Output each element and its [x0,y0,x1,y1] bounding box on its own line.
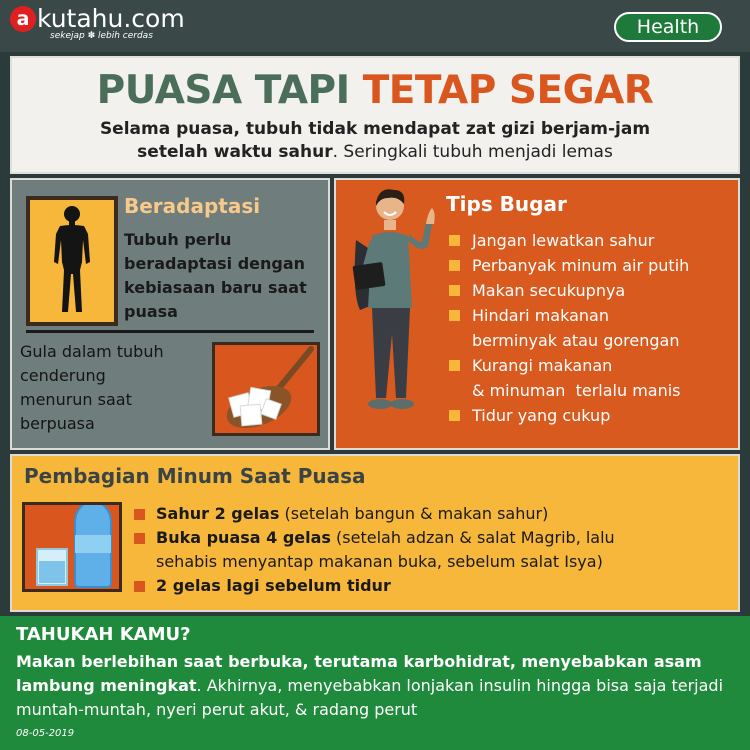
bullet-square-icon [134,533,145,544]
category-badge: Health [614,12,722,42]
tip-text: Perbanyak minum air putih [472,256,690,275]
did-you-know-title: TAHUKAH KAMU? [16,624,191,645]
adapt-panel [10,178,330,450]
logo-tagline: sekejap ✽ lebih cerdas [50,31,153,41]
drink-list [134,502,615,598]
divider [26,330,314,333]
bullet-square-icon [449,235,460,246]
list-item [134,502,615,526]
list-item [134,574,615,598]
bullet-square-icon [449,310,460,321]
drink-item-rest: (setelah bangun & makan sahur) [279,504,549,523]
list-item [446,303,689,353]
did-you-know-panel [0,616,750,750]
title-part-2: TETAP SEGAR [362,68,654,113]
did-you-know-rest: . Akhirnya, menyebabkan lonjakan insulin hingga bisa saja terjadi muntah-muntah, nyeri perut akut, & radang perut [16,676,724,719]
list-item [446,228,689,253]
bullet-square-icon [134,581,145,592]
title-panel [10,56,740,174]
title-part-1: PUASA TAPI [96,68,350,113]
drink-panel [10,454,740,612]
drink-item-bold: Buka puasa 4 gelas [156,528,331,547]
sugar-spoon-icon [215,345,317,433]
body-silhouette-box [26,196,118,326]
bullet-square-icon [449,285,460,296]
bullet-square-icon [449,410,460,421]
page-subtitle [12,118,738,164]
tips-title: Tips Bugar [446,192,567,216]
drink-item-rest: (setelah adzan & salat Magrib, lalu [330,528,615,547]
adapt-description: Tubuh perlu beradaptasi dengan kebiasaan baru saat puasa [124,230,307,321]
site-logo[interactable] [10,4,185,41]
tip-text: Makan secukupnya [472,281,626,300]
publish-date: 08-05-2019 [16,728,75,739]
person-waving-icon [340,184,450,420]
list-item [446,253,689,278]
drink-item-bold: 2 gelas lagi sebelum tidur [156,576,391,595]
list-item [446,278,689,303]
page-title [12,68,738,113]
tip-text: Kurangi makanan & minuman terlalu manis [472,356,681,400]
water-bottle-glass-icon [25,505,119,589]
tip-text: Hindari makanan berminyak atau gorengan [472,306,680,350]
drink-title: Pembagian Minum Saat Puasa [24,464,366,488]
adapt-title: Beradaptasi [124,194,261,218]
human-body-icon [30,200,114,322]
water-illustration-box [22,502,122,592]
top-bar [0,0,750,52]
drink-item-bold: Sahur 2 gelas [156,504,280,523]
drink-item-continuation: sehabis menyantap makanan buka, sebelum salat Isya) [156,552,603,571]
sugar-illustration-box [212,342,320,436]
subtitle-bold-1: Selama puasa, tubuh tidak mendapat zat gizi berjam-jam [99,119,651,139]
logo-wordmark: kutahu.com [37,4,185,33]
list-item [446,403,689,428]
tips-panel [334,178,740,450]
subtitle-rest: . Seringkali tubuh menjadi lemas [332,142,613,162]
tip-text: Jangan lewatkan sahur [472,231,655,250]
bullet-square-icon [449,260,460,271]
list-item [446,353,689,403]
did-you-know-text [16,650,740,722]
sugar-text: Gula dalam tubuh cenderung menurun saat berpuasa [20,342,164,433]
tip-text: Tidur yang cukup [472,406,611,425]
list-item [134,526,615,550]
bullet-square-icon [449,360,460,371]
logo-mark: a [10,6,36,32]
did-you-know-bold: Makan berlebihan saat berbuka, terutama karbohidrat, menyebabkan asam lambung meningkat [16,652,702,695]
bullet-square-icon [134,509,145,520]
tips-list [446,228,689,428]
subtitle-bold-2: setelah waktu sahur [137,142,333,162]
